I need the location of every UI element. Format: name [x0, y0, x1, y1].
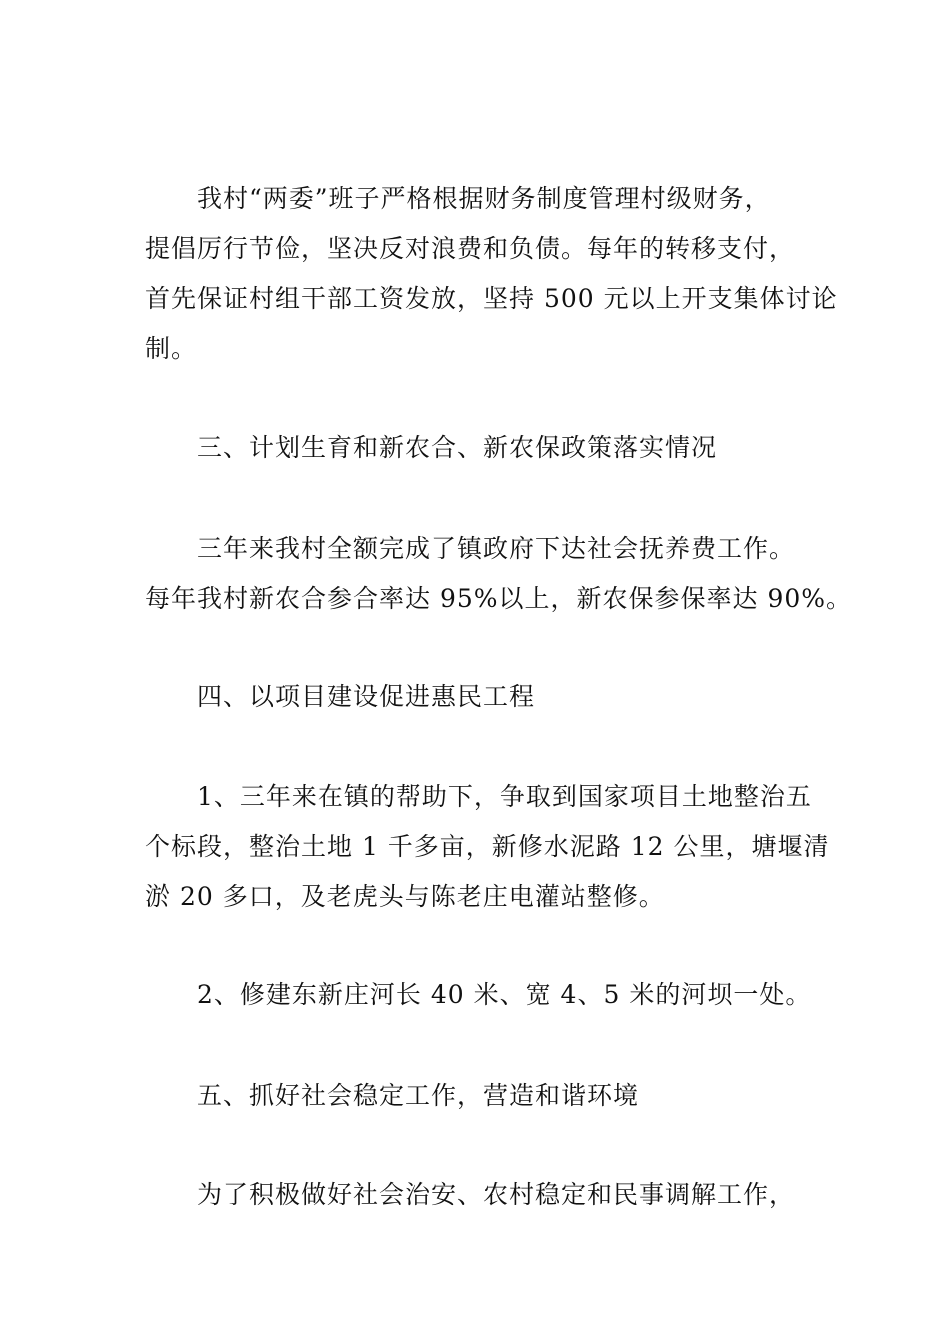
- paragraph-line: 每年我村新农合参合率达 95%以上，新农保参保率达 90%。: [145, 584, 853, 613]
- paragraph-stability: [145, 1170, 815, 1220]
- paragraph-family-planning: [145, 524, 853, 624]
- paragraph-finance: [145, 174, 838, 374]
- heading-text: 三、计划生育和新农合、新农保政策落实情况: [197, 433, 718, 462]
- paragraph-line: 提倡厉行节俭，坚决反对浪费和负债。每年的转移支付，: [145, 234, 796, 263]
- section-heading-4: [145, 672, 815, 722]
- paragraph-line: 制。: [145, 334, 198, 363]
- paragraph-line: 为了积极做好社会治安、农村稳定和民事调解工作，: [197, 1180, 796, 1209]
- section-heading-3: [145, 423, 815, 473]
- heading-text: 五、抓好社会稳定工作，营造和谐环境: [197, 1081, 640, 1110]
- paragraph-line: 个标段，整治土地 1 千多亩，新修水泥路 12 公里，塘堰清: [145, 832, 830, 861]
- paragraph-projects-1: [145, 772, 830, 922]
- heading-text: 四、以项目建设促进惠民工程: [197, 682, 536, 711]
- paragraph-line: 2、修建东新庄河长 40 米、宽 4、5 米的河坝一处。: [197, 980, 812, 1009]
- paragraph-line: 淤 20 多口，及老虎头与陈老庄电灌站整修。: [145, 882, 665, 911]
- paragraph-line: 我村“两委”班子严格根据财务制度管理村级财务，: [197, 184, 771, 213]
- paragraph-line: 首先保证村组干部工资发放，坚持 500 元以上开支集体讨论: [145, 284, 838, 313]
- paragraph-projects-2: [145, 970, 815, 1020]
- paragraph-line: 三年来我村全额完成了镇政府下达社会抚养费工作。: [197, 534, 796, 563]
- section-heading-5: [145, 1071, 815, 1121]
- paragraph-line: 1、三年来在镇的帮助下，争取到国家项目土地整治五: [197, 782, 812, 811]
